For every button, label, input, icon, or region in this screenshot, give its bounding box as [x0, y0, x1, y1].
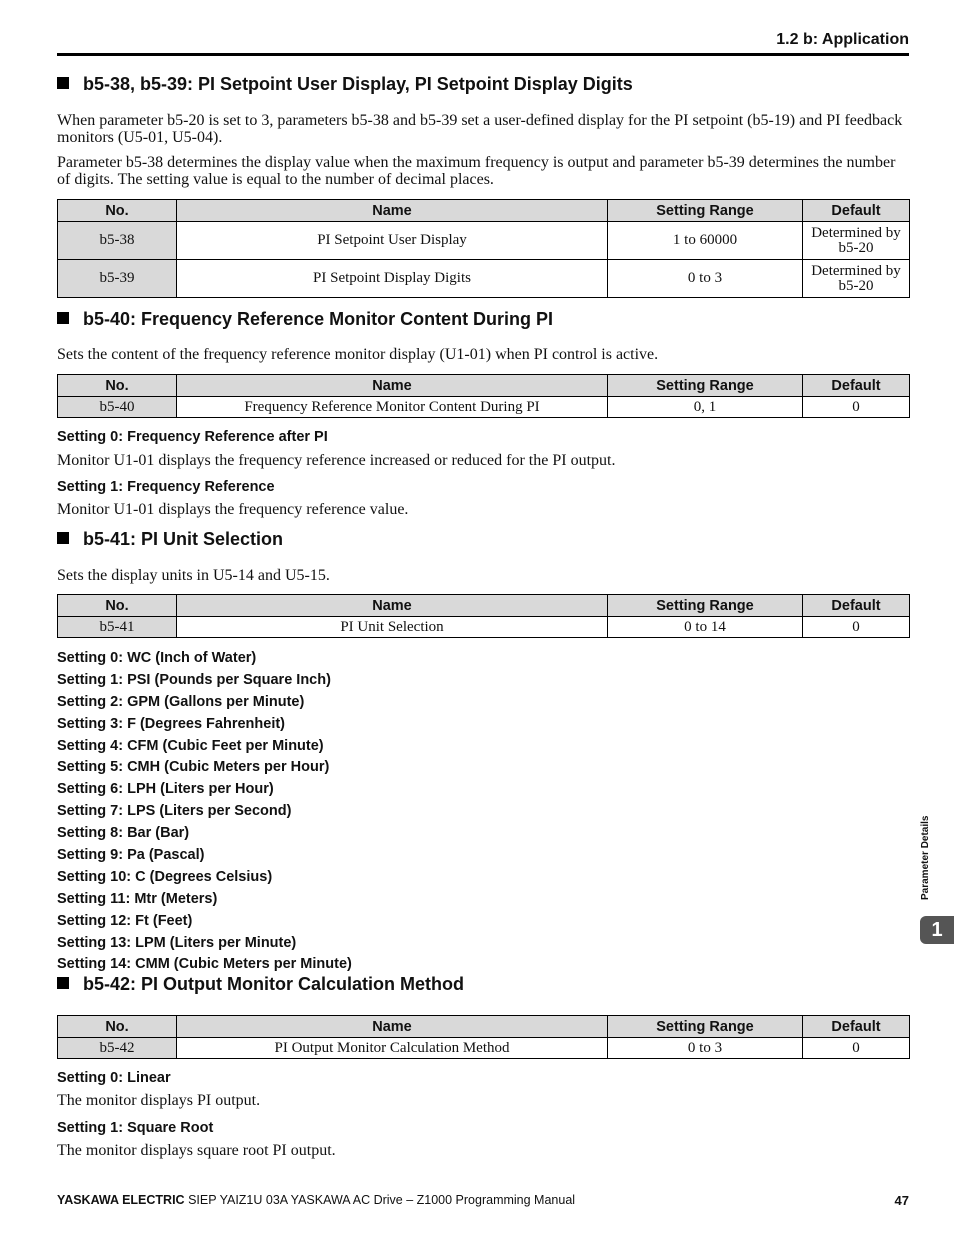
table-cell: 1 to 60000 — [608, 222, 803, 260]
table-cell: PI Output Monitor Calculation Method — [177, 1038, 608, 1059]
paragraph: Sets the display units in U5-14 and U5-15. — [57, 567, 330, 584]
paragraph: Sets the content of the frequency reference monitor display (U1-01) when PI control is active. — [57, 346, 659, 363]
table-header-row — [58, 375, 910, 397]
section-heading-b5-38: b5-38, b5-39: PI Setpoint User Display, PI Setpoint Display Digits — [57, 74, 633, 95]
bullet-square-icon — [57, 77, 69, 89]
table-row — [58, 397, 910, 418]
column-header: Setting Range — [608, 1016, 803, 1038]
table-cell: 0 to 14 — [608, 617, 803, 638]
section-heading-b5-40: b5-40: Frequency Reference Monitor Content During PI — [57, 309, 553, 330]
paragraph: Monitor U1-01 displays the frequency reference increased or reduced for the PI output. — [57, 452, 616, 469]
table-row — [58, 222, 910, 260]
table-cell: Frequency Reference Monitor Content During PI — [177, 397, 608, 418]
table-cell: 0, 1 — [608, 397, 803, 418]
setting-item: Setting 1: PSI (Pounds per Square Inch) — [57, 671, 331, 688]
bullet-square-icon — [57, 312, 69, 324]
table-cell: 0 to 3 — [608, 260, 803, 298]
setting-heading: Setting 0: Linear — [57, 1070, 171, 1086]
table-header-row — [58, 200, 910, 222]
table-cell: 0 — [803, 617, 910, 638]
table-row — [58, 1038, 910, 1059]
running-header: 1.2 b: Application — [776, 31, 909, 48]
table-cell: 0 to 3 — [608, 1038, 803, 1059]
setting-item: Setting 13: LPM (Liters per Minute) — [57, 934, 297, 951]
column-header: No. — [58, 200, 177, 222]
section-heading-b5-42: b5-42: PI Output Monitor Calculation Method — [57, 974, 464, 995]
table-cell: b5-42 — [58, 1038, 177, 1059]
chapter-tab: 1 — [920, 916, 954, 944]
parameter-table-b5-41 — [57, 594, 910, 638]
column-header: Name — [177, 595, 608, 617]
table-cell: b5-38 — [58, 222, 177, 260]
setting-item: Setting 3: F (Degrees Fahrenheit) — [57, 715, 286, 732]
header-rule — [57, 53, 909, 56]
setting-heading: Setting 0: Frequency Reference after PI — [57, 429, 328, 445]
column-header: No. — [58, 1016, 177, 1038]
setting-item: Setting 10: C (Degrees Celsius) — [57, 868, 273, 885]
table-cell: Determined by b5-20 — [803, 260, 910, 298]
setting-item: Setting 5: CMH (Cubic Meters per Hour) — [57, 759, 330, 776]
side-tab-label: Parameter Details — [920, 815, 931, 900]
table-cell: 0 — [803, 397, 910, 418]
setting-item: Setting 0: WC (Inch of Water) — [57, 650, 257, 666]
setting-item: Setting 12: Ft (Feet) — [57, 912, 193, 929]
parameter-table-b5-42 — [57, 1015, 910, 1059]
table-cell: b5-40 — [58, 397, 177, 418]
setting-item: Setting 9: Pa (Pascal) — [57, 847, 205, 864]
setting-item: Setting 6: LPH (Liters per Hour) — [57, 781, 274, 798]
table-cell: b5-41 — [58, 617, 177, 638]
table-cell: b5-39 — [58, 260, 177, 298]
setting-item: Setting 11: Mtr (Meters) — [57, 890, 218, 907]
paragraph: When parameter b5-20 is set to 3, parameters b5-38 and b5-39 set a user-defined display for the PI setpoint (b5-19) and PI feedback monitors (U5-01, U5-04). — [57, 112, 903, 146]
table-header-row — [58, 595, 910, 617]
bullet-square-icon — [57, 977, 69, 989]
paragraph: Parameter b5-38 determines the display value when the maximum frequency is output and parameter b5-39 determines the number of digits. The setting value is equal to the number of decimal places. — [57, 154, 896, 188]
bullet-square-icon — [57, 532, 69, 544]
paragraph: The monitor displays square root PI output. — [57, 1142, 336, 1159]
setting-item: Setting 14: CMM (Cubic Meters per Minute) — [57, 956, 352, 973]
column-header: Default — [803, 595, 910, 617]
paragraph: Monitor U1-01 displays the frequency reference value. — [57, 501, 409, 518]
setting-item: Setting 8: Bar (Bar) — [57, 825, 190, 842]
table-row — [58, 260, 910, 298]
parameter-table-b5-38 — [57, 199, 910, 298]
column-header: Setting Range — [608, 375, 803, 397]
column-header: Name — [177, 375, 608, 397]
column-header: Name — [177, 200, 608, 222]
table-cell: 0 — [803, 1038, 910, 1059]
table-cell: PI Setpoint User Display — [177, 222, 608, 260]
footer — [57, 1193, 575, 1207]
column-header: Default — [803, 375, 910, 397]
column-header: Default — [803, 200, 910, 222]
setting-item: Setting 4: CFM (Cubic Feet per Minute) — [57, 737, 324, 754]
column-header: No. — [58, 595, 177, 617]
column-header: Default — [803, 1016, 910, 1038]
column-header: No. — [58, 375, 177, 397]
column-header: Setting Range — [608, 200, 803, 222]
setting-heading: Setting 1: Square Root — [57, 1120, 214, 1136]
paragraph: The monitor displays PI output. — [57, 1092, 261, 1109]
section-heading-b5-41: b5-41: PI Unit Selection — [57, 529, 283, 550]
parameter-table-b5-40 — [57, 374, 910, 418]
table-cell: PI Setpoint Display Digits — [177, 260, 608, 298]
page-number: 47 — [894, 1193, 909, 1208]
table-header-row — [58, 1016, 910, 1038]
setting-item: Setting 7: LPS (Liters per Second) — [57, 803, 292, 820]
unit-settings-list — [57, 649, 352, 977]
table-row — [58, 617, 910, 638]
table-cell: PI Unit Selection — [177, 617, 608, 638]
column-header: Setting Range — [608, 595, 803, 617]
column-header: Name — [177, 1016, 608, 1038]
setting-item: Setting 2: GPM (Gallons per Minute) — [57, 693, 305, 710]
footer-doc: SIEP YAIZ1U 03A YASKAWA AC Drive – Z1000 Programming Manual — [188, 1193, 576, 1207]
table-cell: Determined by b5-20 — [803, 222, 910, 260]
footer-brand: YASKAWA ELECTRIC — [57, 1193, 185, 1207]
setting-heading: Setting 1: Frequency Reference — [57, 479, 275, 495]
